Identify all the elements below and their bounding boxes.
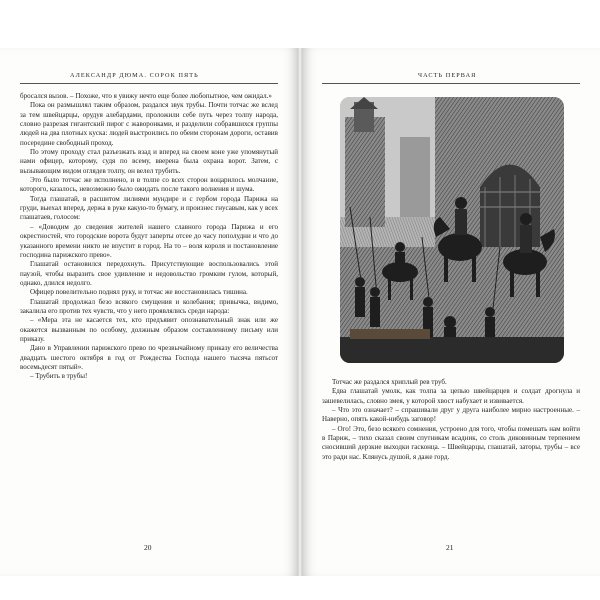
paragraph: Глашатай остановился передохнуть. Присутствующие воспользовались этой паузой, чтобы выразить свое удивление и недовольство громким гулом, который, однако, длился недолго.	[20, 260, 278, 287]
paragraph: Тотчас же раздался хриплый рев труб.	[332, 378, 447, 386]
right-text-column	[322, 378, 580, 528]
left-head-rule	[20, 83, 278, 84]
left-text-column	[20, 92, 278, 532]
left-running-head: АЛЕКСАНДР ДЮМА. СОРОК ПЯТЬ	[70, 72, 199, 79]
right-head-rule	[322, 83, 580, 84]
paragraph: По этому проходу стал разъезжать взад и вперед на своем коне уже упомянутый нами офицер, которому, судя по всему, вверена была охрана ворот. Затем, с вызывающим видом оглядев толпу, он велел трубить.	[20, 148, 278, 175]
paragraph: Глашатай продолжал безо всякого смущения и колебания; привычка, видимо, закалила его против тех чувств, что у него проявлялись среди народа:	[20, 297, 278, 315]
paragraph: Тогда глашатай, в расшитом лилиями мундире и с гербом города Парижа на груди, выехал вперед, держа в руке какую-то бумагу, и произнес гнусавым, как у всех глашатаев, голосом:	[20, 194, 278, 222]
engraving-illustration	[340, 97, 564, 363]
right-running-head: ЧАСТЬ ПЕРВАЯ	[418, 72, 477, 79]
paragraph: Пока он размышлял таким образом, раздался звук трубы. Почти тотчас же вслед за тем швейцарцы, орудуя алебардами, проложили себе путь через толпу народа, словно разрезая гигантский пирог с жаворонками, и разделили собравшихся группы людей на два плотных куска: людей выстроились по обеим сторонам дороги, оставив посередине свободный проход.	[20, 101, 278, 147]
paragraph: Это было тотчас же исполнено, и в толпе со всех сторон воцарилось молчание, которого, казалось, невозможно было ожидать после такого волнения и шума.	[20, 176, 278, 194]
paragraph: – «Мера эта не касается тех, кто предъявит опознавательный знак или же окажется вызванным по особому, должным образом составленному письму или приказу.	[20, 316, 278, 343]
paragraph: – «Доводим до сведения жителей нашего славного города Парижа и его окрестностей, что городские ворота будут заперты отсеe до часу пополудни и что до указанного времени никто не впустит в город. На то – воля короля и постановление господина парижского прево».	[20, 222, 278, 259]
left-page-number: 20	[144, 543, 152, 552]
paragraph: – Трубить в трубы!	[30, 372, 88, 381]
paragraph: бросался вызов. – Похоже, что я увижу нечто еще более любопытное, чем ожидал.»	[20, 92, 272, 100]
paragraph: – Что это означает? – спрашивали друг у друга наиболее мирно настроенные. – Наверно, опять какой-нибудь заговор!	[322, 406, 580, 424]
paragraph: Едва глашатай умолк, как толпа за цепью швейцарцев и солдат дрогнула и зашевелилась, словно змея, у которой хвост набухает и извивается.	[322, 387, 580, 405]
engraving-illustration-icon	[340, 97, 564, 363]
right-page-number: 21	[446, 543, 454, 552]
paragraph: Дано в Управлении парижского прево по чрезвычайному приказу его величества двадцать шестого октября в год от Рождества Господа нашего тысяча пятьсот восемьдесят пятый».	[20, 344, 278, 371]
paragraph: – Ого! Это, безо всякого сомнения, устроено для того, чтобы помешать нам войти в Париж, – тихо сказал своим спутникам всадник, со столь диковинным терпением сносивший дерзкие выходки гасконца. – Швейцарцы, глашатай, заторы, трубы – все это ради нас. Клянусь душой, я даже горд.	[322, 424, 580, 461]
paragraph: Офицер повелительно поднял руку, и тотчас же восстановилась тишина.	[30, 288, 248, 297]
